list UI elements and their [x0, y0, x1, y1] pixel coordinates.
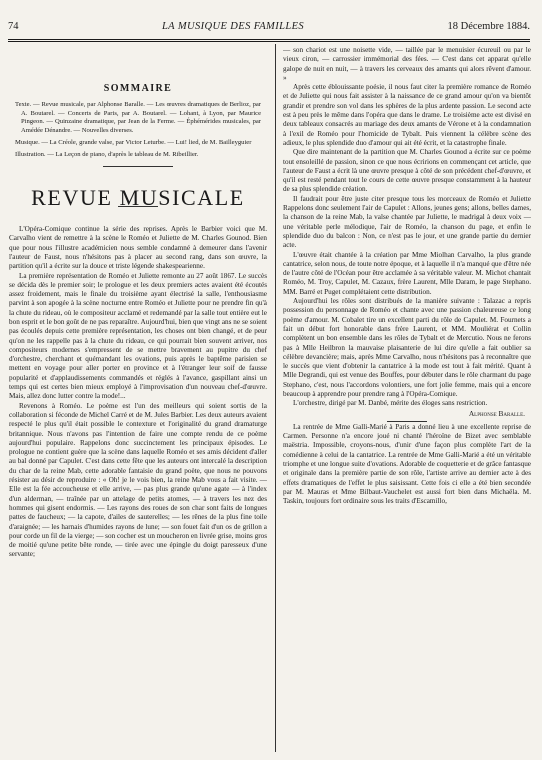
paragraph: La première représentation de Roméo et Juliette remonte au 27 août 1867. Le succès se décida dès le premier soir; le prologue et les deux premiers actes avaient été écoutés assez froidement, mais le finale du troisième ayant électrisé la salle, l'enthousiasme parvint à son apogée à la scène nocturne entre Roméo et Juliette pour ne prendre fin qu'à la chute du rideau, où le compositeur acclamé et redemandé par la salle tout entière eut le bon esprit et le bon goût de ne pas reparaître. Aujourd'hui, bien que vingt ans ne se soient pas écoulés depuis cette première représentation, les choses ont bien changé, et de peur qu'on ne les rappelle pas à la chute du rideau, ce qui pourrait bien souvent arriver, nos compositeurs modernes s'empressent de se mettre bravement au pupitre du chef d'orchestre, cherchant et quémandant les ovations, puis après le baptême parisien se mettent en voyage pour aller porter en province et à l'étranger leur soif de fausse popularité et d'applaudissements commandés et réglés à l'avance, gaspillant ainsi un temps qui est certes bien mieux employé à l'improvisation d'un nouveau chef-d'œuvre. Mais, allez donc lutter contre la mode!...: [9, 271, 267, 401]
issue-date: 18 Décembre 1884.: [447, 21, 530, 32]
page-number: 74: [8, 21, 19, 32]
sommaire-contents: [15, 101, 261, 159]
sommaire-title: SOMMAIRE: [103, 83, 173, 94]
paragraph: Que dire maintenant de la partition que M. Charles Gounod a écrite sur ce poème tout ensoleillé de passion, sinon ce que nous écririons en commençant cet article, que l'auteur de Faust a écrit là une œuvre presque à côté de son précédent chef-d'œuvre, et qu'il est resté pendant tout le cours de cette œuvre presque constamment à la hauteur de sa plus splendide création.: [283, 148, 531, 194]
paragraph: L'œuvre était chantée à la création par Mme Miolhan Carvalho, la plus grande cantatrice, selon nous, de toute notre époque, et à laquelle il n'a manqué que d'être née de l'autre côté de l'Océan pour être acclamée à sa véritable valeur. M. Michot chantait Roméo, M. Troy, Capulet, M. Cazaux, frère Laurent, Mlle Daram, le page Stephano. MM. Barré et Puget complétaient cette distribution.: [283, 250, 531, 296]
author-signature: Alphonse Baralle.: [468, 408, 525, 418]
header-rule: [8, 39, 530, 42]
sommaire-rule: [103, 166, 173, 167]
sommaire-texte: Texte. — Revue musicale, par Alphonse Baralle. — Les œuvres dramatiques de Berlioz, par A. Boutarel. — Concerts de Paris, par A. Boutarel. — Lohant, à Lyon, par Maurice Pingeon. — Quinzaine dramatique, par Jean de la Ferme. — Éphémérides musicales, par Amédée Dénandre. — Nouvelles diverses.: [15, 101, 261, 134]
paragraph: Après cette éblouissante poésie, il nous faut citer la première romance de Roméo et de Juliette qui nous fait assister à la naissance de ce grand amour qu'on va bientôt grandir et prendre son vol dans les sphères de la plus ardente passion. Le second acte est à peu près le même dans l'opéra que dans le drame. Le troisième acte est divisé en deux tableaux consacrés au mariage des deux amants de Vérone et à la condamnation à l'exil de Roméo pour l'homicide de Tybalt. Puis viennent la célèbre scène des adieux, le plus splendide duo d'amour qui ait été écrit, et la catastrophe finale.: [283, 83, 531, 147]
paragraph: La rentrée de Mme Galli-Marié à Paris a donné lieu à une excellente reprise de Carmen. Personne n'a encore joué ni chanté l'héroïne de Bizet avec semblable maëstria. Impossible, croyons-nous, d'unir d'une façon plus complète l'art de la comédienne à celui de la cantatrice. La rentrée de Mme Galli-Marié a été un véritable triomphe et une longue suite d'ovations. Adorable de coquetterie et de grâce fantasque et originale dans la première partie de son rôle, l'artiste arrive au dernier acte à des effets dramatiques de l'effet le plus saisissant. Cette fois ci elle a été bien secondée par M. Mauras et Mme Bilbaut-Vauchelet est aussi fort bien dans Michaëla. M. Taskin, toujours fort ordinaire sous les traits d'Escamillo,: [283, 422, 531, 506]
section-rule: [387, 421, 427, 422]
paragraph: L'Opéra-Comique continue la série des reprises. Après le Barbier voici que M. Carvalho vient de remettre à la scène le Roméo et Juliette de M. Charles Gounod. Bien que pour nous l'illustre académicien nous semble condamné à demeurer dans l'avenir l'auteur de Faust, nous n'hésitons pas à placer au second rang, dans son œuvre, la partition qu'il a écrite sur la douce et triste légende shakespearienne.: [9, 225, 267, 271]
article-title: REVUE MUSICALE: [31, 184, 245, 210]
sommaire-illustration: Illustration. — La Leçon de piano, d'après le tableau de M. Ribeillier.: [15, 151, 199, 159]
page-header: [8, 21, 530, 35]
paragraph: Il faudrait pour être juste citer presque tous les morceaux de Roméo et Juliette Rappelons donc seulement l'air de Capulet : Allons, jeunes gens; allons, belles dames, la chanson de la reine Mab, la valse chantée par Juliette, le madrigal à deux voix — une véritable perle mélodique, l'air de Roméo, la chanson du page, et enfin le splendide duo du balcon : Non, ce n'est pas le jour, et une grande partie du dernier acte.: [283, 194, 531, 250]
right-column: [283, 46, 531, 754]
sommaire-musique: Musique. — La Créole, grande valse, par Victor Leturbe. — Lui! lied, de M. Bailleyguier: [15, 138, 252, 146]
paragraph: Aujourd'hui les rôles sont distribués de la manière suivante : Talazac a repris possession du personnage de Roméo et chante avec une passion chaleureuse ce long poème d'amour. M. Cobalet tire un excellent parti du rôle de Capulet. M. Fournets a fait un début fort honorable dans frère Laurent, et MM. Mouliérat et Collin complètent un bon ensemble dans les rôles de Tybalt et de Mercutio. Nous ne ferons pas à Mlle Heilbron la mauvaise plaisanterie de lui dire qu'elle a fait oublier sa célèbre devancière; mais, après Mme Carvalho, nous n'hésitons pas à reconnaître que le succès que vient d'obtenir la cantatrice à la mode est tout à fait mérité. Quant à Mlle Degrandi, qui est venue des Bouffes, pour débuter dans le rôle charmant du page Stephano, c'est, nous l'accordons volontiers, une fort jolie femme, mais qui a encore beaucoup à apprendre pour prendre rang à l'Opéra-Comique.: [283, 297, 531, 398]
left-column: [9, 48, 267, 754]
paragraph: — son chariot est une noisette vide, — taillée par le menuisier écureuil ou par le vieux ciron, — carrossier immémorial des fées. — C'est dans cet apparat qu'elle galope de nuit en nuit, — à travers les cerveaux des amants qui alors rêvent d'amour. »: [283, 46, 531, 82]
paragraph: L'orchestre, dirigé par M. Danbé, mérite des éloges sans restriction.: [293, 399, 488, 408]
journal-title: LA MUSIQUE DES FAMILLES: [161, 21, 305, 32]
column-divider: [275, 44, 276, 752]
paragraph: Revenons à Roméo. Le poème est l'un des meilleurs qui soient sortis de la collaboration si féconde de Michel Carré et de M. Jules Barbier. Les deux auteurs avaient respecté le plus qu'il était possible le contexture et l'originalité du grand dramaturge britannique. Nous n'avons pas l'intention de faire une compte rendu de ce poème aujourd'hui populaire. Rappelons donc succinctement les principaux épisodes. Le prologue ne contient guère que la scène dans laquelle Roméo et ses amis décident d'aller au bal donné par Capulet. C'est dans cette fête que les auteurs ont intercalé la description du char de la reine Mab, cette adorable fantaisie du grand poète, que nous ne pouvons résister au désir de reproduire : « Oh! je le vois bien, la reine Mab vous a fait visite. — Elle est la fée accoucheuse et elle arrive, — pas plus grande qu'une agate — à l'index d'un alderman, — traînée par un attelage de petits atomes, — à travers les nez des hommes qui gisent endormis. — Les rayons des roues de son char sont faits de longues pattes de faucheux; — la capote, d'ailes de sauterelles; — les rênes de la plus fine toile d'araignée; — les harnais d'humides rayons de lune; — son fouet fait d'un os de grillon a pour corde un fil de la vierge; — son cocher est un moucheron en livrée grise, moins gros de moitié qu'une petite bête ronde, — tirée avec une épingle du doigt paresseux d'une servante;: [9, 401, 267, 559]
